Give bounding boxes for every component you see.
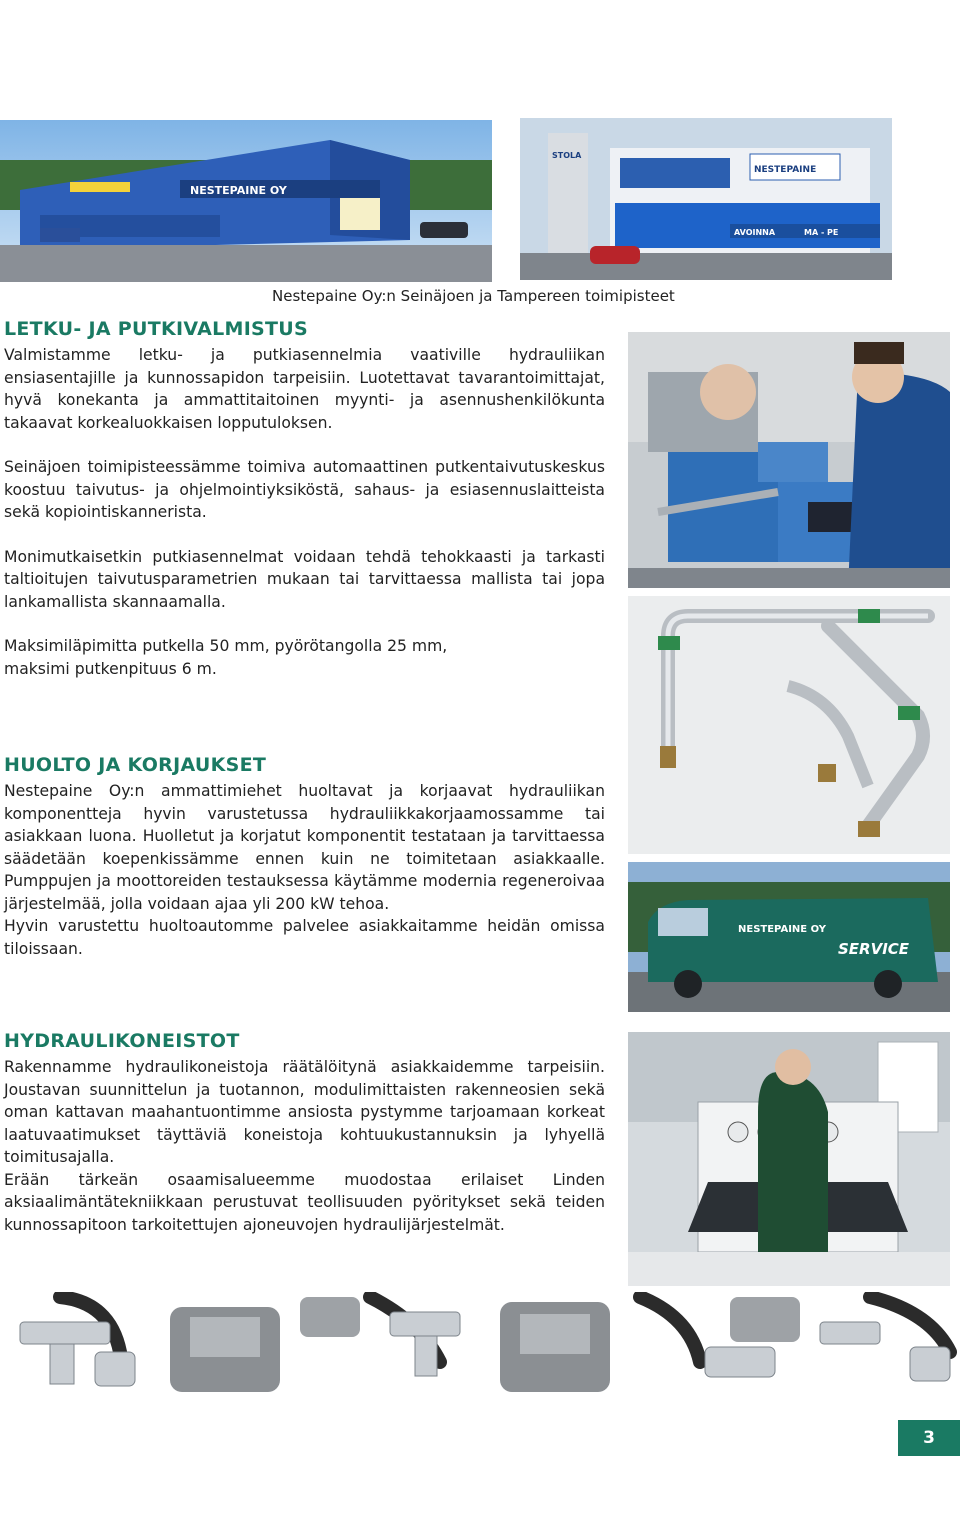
svg-text:NESTEPAINE: NESTEPAINE [754,165,817,175]
page-number: 3 [898,1420,960,1456]
body-paragraph: Seinäjoen toimipisteessämme toimiva automaattinen putkentaivutuskeskus koostuu taivutus- ja ohjelmointiyksiköstä, sahaus- ja esiasennuslaitteista sekä kopiointiskannerista. [4,458,605,521]
svg-text:MA - PE: MA - PE [804,228,839,237]
photo-pipe-assemblies [628,596,950,854]
svg-text:STOLA: STOLA [552,151,582,160]
photo-test-bench [628,1032,950,1286]
body-paragraph: Monimutkaisetkin putkiasennelmat voidaan tehdä tehokkaasti ja tarkasti taltioitujen taivutusparametrien mukaan tai tarvittaessa mallista tai jopa lankamallista skannaamalla. [4,547,605,611]
body-paragraph: Erään tärkeän osaamisalueemme muodostaa erilaiset Linden aksiaalimäntätekniikkaan perustuvat teollisuuden pyöritykset sekä teiden kunnossapitoon tarkoitettujen ajoneuvojen hydraulijärjestelmät. [4,1170,605,1234]
body-paragraph: Rakennamme hydraulikoneistoja räätälöitynä asiakkaidemme tarpeisiin. Joustavan suunnittelun ja tuotannon, modulimittaisten rakenneosien sekä oman kattavan maahantuontimme ansiosta pystymme tarjoamaan korkeat laatuvaatimukset täyttäviä koneistoja kohtuukustannuksin ja lyhyellä toimitusajalla. [4,1058,605,1166]
photo-tampere-office [520,118,892,280]
section-title: LETKU- JA PUTKIVALMISTUS [4,318,309,340]
section-title: HUOLTO JA KORJAUKSET [4,754,267,776]
photo-product-strip [0,1292,960,1404]
svg-text:NESTEPAINE OY: NESTEPAINE OY [738,924,826,935]
section-hydraulikoneistot [4,1030,605,1236]
photo-pipe-bending-center [628,332,950,588]
photo-seinajoki-office [0,120,492,282]
section-title: HYDRAULIKONEISTOT [4,1030,240,1052]
spec-line: Maksimiläpimitta putkella 50 mm, pyörötangolla 25 mm, [4,637,448,655]
section-huolto-korjaukset [4,754,605,960]
svg-text:SERVICE: SERVICE [838,940,910,958]
photo-service-van [628,862,950,1012]
spec-line: maksimi putkenpituus 6 m. [4,659,217,678]
body-paragraph: Valmistamme letku- ja putkiasennelmia vaativille hydrauliikan ensiasentajille ja kunnossapidon tarpeisiin. Luotettavat tavarantoimittajat, hyvä konekanta ja ammattitaitoinen myynti- ja asennushenkilökunta takaavat korkealuokkaisen lopputuloksen. [4,346,605,432]
svg-text:NESTEPAINE OY: NESTEPAINE OY [190,184,287,197]
body-paragraph: Nestepaine Oy:n ammattimiehet huoltavat ja korjaavat hydrauliikan komponentteja hyvin varustetussa hydrauliikkakorjaamossamme tai asiakkaan luona. Huolletut ja korjatut komponentit testataan ja tarvittaessa säädetään koepenkissämme ennen kuin ne toimitetaan asiakkaalle. Pumppujen ja moottoreiden testauksessa käytämme modernia regeneroivaa järjestelmää, jolla voidaan ajaa yli 200 kW tehoa. [4,782,605,913]
body-paragraph [4,635,605,680]
svg-text:AVOINNA: AVOINNA [734,228,776,237]
section-letku-putkivalmistus [4,318,605,680]
body-paragraph: Hyvin varustettu huoltoautomme palvelee asiakkaitamme heidän omissa tiloissaan. [4,917,605,958]
photo-caption: Nestepaine Oy:n Seinäjoen ja Tampereen toimipisteet [272,287,675,305]
